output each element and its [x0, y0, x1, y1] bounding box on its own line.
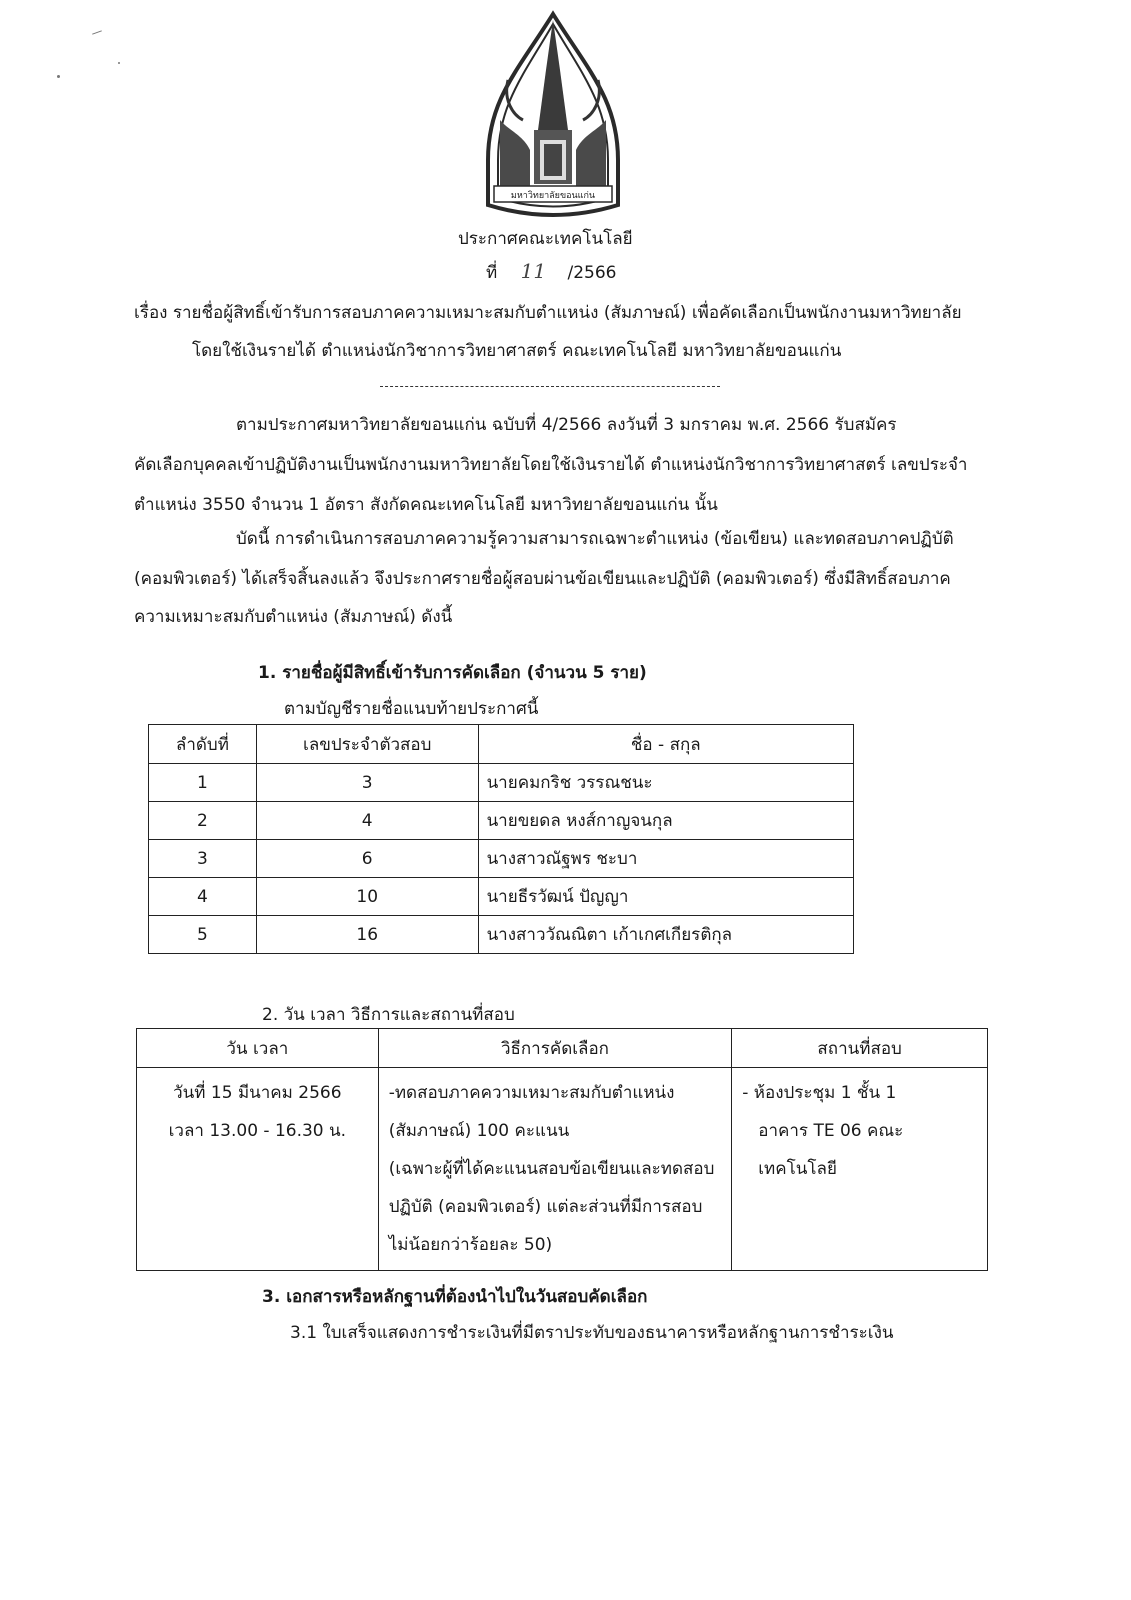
column-header: สถานที่สอบ — [732, 1029, 988, 1068]
announcement-title: ประกาศคณะเทคโนโลยี — [458, 229, 633, 249]
section-3-heading: 3. เอกสารหรือหลักฐานที่ต้องนำไปในวันสอบคัดเลือก — [262, 1287, 648, 1307]
column-header: เลขประจำตัวสอบ — [256, 725, 478, 764]
paragraph-1-line-2: คัดเลือกบุคคลเข้าปฏิบัติงานเป็นพนักงานมหาวิทยาลัยโดยใช้เงินรายได้ ตำแหน่งนักวิชาการวิทยาศาสตร์ เลขประจำ — [134, 455, 968, 475]
divider — [380, 386, 720, 387]
paragraph-2-line-3: ความเหมาะสมกับตำแหน่ง (สัมภาษณ์) ดังนี้ — [134, 607, 453, 627]
table-cell: 3 — [149, 840, 257, 878]
number-suffix: /2566 — [567, 263, 617, 283]
table-cell: 2 — [149, 802, 257, 840]
section-1-heading: 1. รายชื่อผู้มีสิทธิ์เข้ารับการคัดเลือก (จำนวน 5 ราย) — [258, 663, 647, 683]
section-2-heading: 2. วัน เวลา วิธีการและสถานที่สอบ — [262, 1005, 515, 1025]
table-cell: 5 — [149, 916, 257, 954]
table-header-row — [149, 725, 854, 764]
place-line: อาคาร TE 06 คณะเทคโนโลยี — [758, 1121, 904, 1179]
table-cell: นางสาวณัฐพร ชะบา — [478, 840, 853, 878]
table-cell: 4 — [256, 802, 478, 840]
announcement-number — [486, 258, 616, 286]
number-prefix: ที่ — [486, 263, 498, 283]
table-row — [149, 802, 854, 840]
table-cell: 1 — [149, 764, 257, 802]
column-header: ชื่อ - สกุล — [478, 725, 853, 764]
table-cell: 10 — [256, 878, 478, 916]
subject-line-2: โดยใช้เงินรายได้ ตำแหน่งนักวิชาการวิทยาศาสตร์ คณะเทคโนโลยี มหาวิทยาลัยขอนแก่น — [192, 341, 842, 361]
method-line: -ทดสอบภาคความเหมาะสมกับตำแหน่ง — [388, 1083, 675, 1103]
column-header: วัน เวลา — [137, 1029, 379, 1068]
table-cell: 3 — [256, 764, 478, 802]
exam-date: วันที่ 15 มีนาคม 2566 — [173, 1083, 342, 1103]
table-row — [149, 916, 854, 954]
exam-time: เวลา 13.00 - 16.30 น. — [168, 1121, 347, 1141]
seal-caption: มหาวิทยาลัยขอนแก่น — [510, 191, 596, 201]
paragraph-2-line-2: (คอมพิวเตอร์) ได้เสร็จสิ้นลงแล้ว จึงประกาศรายชื่อผู้สอบผ่านข้อเขียนและปฏิบัติ (คอมพิวเตอร์) ซึ่งมีสิทธิ์สอบภาค — [134, 569, 951, 589]
column-header: ลำดับที่ — [149, 725, 257, 764]
place-line: - ห้องประชุม 1 ชั้น 1 — [742, 1083, 897, 1103]
method-line: ไม่น้อยกว่าร้อยละ 50) — [388, 1235, 553, 1255]
table-cell: นายคมกริช วรรณชนะ — [478, 764, 853, 802]
method-line: (เฉพาะผู้ที่ได้คะแนนสอบข้อเขียนและทดสอบ — [388, 1159, 715, 1179]
section-1-subheading: ตามบัญชีรายชื่อแนบท้ายประกาศนี้ — [284, 699, 539, 719]
table-cell: นายธีรวัฒน์ ปัญญา — [478, 878, 853, 916]
subject-line-1: เรื่อง รายชื่อผู้สิทธิ์เข้ารับการสอบภาคความเหมาะสมกับตำแหน่ง (สัมภาษณ์) เพื่อคัดเลือกเป็นพนักงานมหาวิทยาลัย — [134, 303, 962, 323]
table-cell: 16 — [256, 916, 478, 954]
number-value-handwritten: 11 — [520, 259, 547, 283]
table-cell: นายขยดล หงส์กาญจนกุล — [478, 802, 853, 840]
scan-speck — [92, 30, 102, 34]
candidates-table — [148, 724, 854, 954]
section-3-item-1: 3.1 ใบเสร็จแสดงการชำระเงินที่มีตราประทับของธนาคารหรือหลักฐานการชำระเงิน — [290, 1323, 894, 1343]
table-cell: 6 — [256, 840, 478, 878]
table-row — [149, 878, 854, 916]
date-time-cell — [137, 1068, 379, 1271]
scan-speck — [57, 75, 60, 78]
method-line: (สัมภาษณ์) 100 คะแนน — [388, 1121, 570, 1141]
university-seal-logo — [478, 10, 628, 220]
table-header-row — [137, 1029, 988, 1068]
place-cell — [732, 1068, 988, 1271]
paragraph-1-line-1: ตามประกาศมหาวิทยาลัยขอนแก่น ฉบับที่ 4/2566 ลงวันที่ 3 มกราคม พ.ศ. 2566 รับสมัคร — [236, 415, 897, 435]
scan-speck — [118, 62, 120, 64]
table-cell: 4 — [149, 878, 257, 916]
table-row — [137, 1068, 988, 1271]
table-row — [149, 840, 854, 878]
paragraph-2-line-1: บัดนี้ การดำเนินการสอบภาคความรู้ความสามารถเฉพาะตำแหน่ง (ข้อเขียน) และทดสอบภาคปฏิบัติ — [236, 529, 954, 549]
column-header: วิธีการคัดเลือก — [378, 1029, 732, 1068]
table-row — [149, 764, 854, 802]
method-line: ปฏิบัติ (คอมพิวเตอร์) แต่ละส่วนที่มีการสอบ — [388, 1197, 703, 1217]
table-cell: นางสาววัณณิตา เก้าเกศเกียรติกุล — [478, 916, 853, 954]
schedule-table — [136, 1028, 988, 1271]
method-cell — [378, 1068, 732, 1271]
paragraph-1-line-3: ตำแหน่ง 3550 จำนวน 1 อัตรา สังกัดคณะเทคโนโลยี มหาวิทยาลัยขอนแก่น นั้น — [134, 495, 718, 515]
